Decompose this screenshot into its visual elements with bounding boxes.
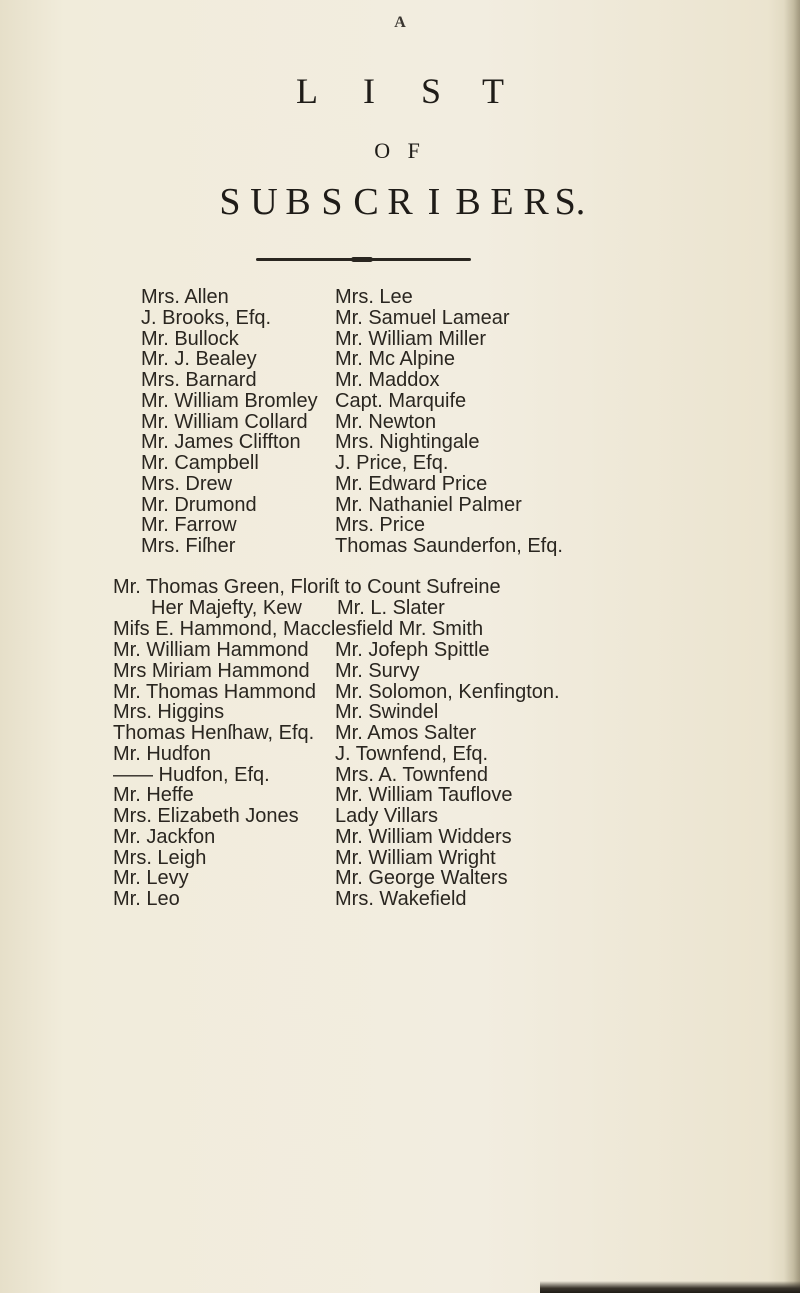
subscriber-name: Mrs. Drew — [141, 472, 233, 495]
subscriber-name: Mr. Thomas Hammond — [113, 680, 317, 703]
subscriber-name: Mrs Miriam Hammond — [113, 659, 310, 682]
subscriber-name: Mr. Swindel — [335, 701, 439, 724]
title-letter: L — [296, 71, 318, 111]
subscriber-name: Mr. Farrow — [141, 514, 237, 537]
subscriber-name: Mr. Mc Alpine — [335, 348, 456, 371]
title-letter: U — [250, 181, 278, 223]
subscriber-name: Mr. Amos Salter — [335, 722, 477, 744]
subscriber-name: Mr. William Bromley — [141, 389, 318, 412]
subscriber-name: Mr. Samuel Lamear — [335, 306, 510, 329]
subscriber-name: Mr. Campbell — [141, 452, 259, 474]
subscriber-list-left-bottom — [113, 640, 316, 910]
subscriber-name: Thomas Henſhaw, Efq. — [113, 722, 315, 744]
title-letter: I — [427, 181, 441, 223]
subscriber-name: Mr. William Collard — [141, 410, 308, 433]
subscriber-name: Mr. Leo — [113, 888, 180, 910]
subscriber-name: Mr. Jofeph Spittle — [335, 639, 490, 661]
title-letter: E — [490, 181, 514, 223]
subscriber-name: Her Majefty, Kew — [151, 597, 302, 619]
subscriber-list-right-bottom — [335, 640, 560, 910]
title-letter: S — [321, 181, 343, 223]
subscriber-name: Mr. Heffe — [113, 784, 194, 807]
title-letter: B — [455, 181, 481, 223]
subscriber-name: Mr. William Wright — [335, 846, 496, 869]
subscriber-name: Lady Villars — [335, 805, 439, 827]
subscriber-name: Mr. Hudfon — [113, 742, 211, 765]
subscriber-name: Mr. Jackfon — [113, 825, 216, 848]
subscriber-name: J. Price, Efq. — [335, 452, 449, 474]
subscriber-name: Mr. Newton — [335, 410, 437, 433]
subscriber-name: Mr. Maddox — [335, 369, 440, 391]
subscriber-name: Mr. L. Slater — [337, 597, 445, 619]
title-letter: S. — [554, 181, 586, 223]
title-of: O F — [374, 138, 426, 163]
subscriber-name: J. Brooks, Efq. — [141, 306, 272, 329]
subscriber-name: Mrs. Leigh — [113, 846, 207, 869]
title-letter: S — [219, 181, 241, 223]
signature-letter: A — [394, 14, 406, 31]
subscriber-name: Mr. Levy — [113, 867, 189, 890]
title-letter: B — [285, 181, 311, 223]
subscriber-list-right-top — [335, 287, 563, 557]
subscriber-list-left-top — [141, 287, 318, 557]
subscriber-name: Mrs. A. Townfend — [335, 763, 489, 786]
subscriber-name: Mr. William Hammond — [113, 639, 309, 661]
subscriber-name: —— Hudfon, Efq. — [113, 763, 270, 786]
subscriber-name: Mr. William Tauflove — [335, 784, 513, 807]
subscriber-name: Mr. Nathaniel Palmer — [335, 493, 522, 516]
title-letter: R — [523, 181, 549, 223]
subscriber-name: Mr. William Widders — [335, 825, 512, 848]
subscriber-name: Thomas Saunderfon, Efq. — [335, 535, 563, 557]
title-letter: C — [353, 181, 379, 223]
subscriber-name: Mr. George Walters — [335, 867, 508, 890]
subscriber-full-line: Mr. Thomas Green, Floriſt to Count Sufreine — [113, 576, 501, 598]
subscriber-full-line — [151, 597, 445, 619]
title-letter: T — [482, 71, 504, 111]
title-subscribers — [0, 180, 800, 224]
subscriber-name: Mrs. Allen — [141, 286, 229, 308]
subscriber-name: Mr. William Miller — [335, 327, 487, 350]
subscriber-name: Mr. Survy — [335, 659, 420, 682]
title-letter: I — [363, 71, 375, 111]
subscriber-full-line: Mifs E. Hammond, Macclesfield Mr. Smith — [113, 618, 484, 640]
subscriber-name: Capt. Marquife — [335, 389, 467, 412]
page-bottom-edge — [540, 1281, 800, 1293]
title-list — [0, 70, 800, 112]
subscriber-name: Mr. Edward Price — [335, 472, 488, 495]
subscriber-name: Mrs. Nightingale — [335, 431, 480, 454]
subscriber-name: Mrs. Elizabeth Jones — [113, 805, 299, 827]
title-letter: S — [420, 71, 442, 111]
subscriber-name: J. Townfend, Efq. — [335, 742, 489, 765]
subscriber-name: Mr. Solomon, Kenfington. — [335, 680, 560, 703]
subscriber-name: Mrs. Price — [335, 514, 425, 537]
subscriber-name: Mrs. Lee — [335, 286, 413, 308]
subscriber-name: Mr. Bullock — [141, 327, 239, 350]
subscriber-name: Mrs. Barnard — [141, 369, 257, 391]
subscriber-name: Mr. Drumond — [141, 493, 257, 516]
subscriber-name: Mr. James Cliffton — [141, 431, 301, 454]
title-letter: R — [387, 181, 413, 223]
subscriber-name: Mrs. Fiſher — [141, 535, 236, 557]
subscriber-name: Mrs. Wakefield — [335, 888, 467, 910]
subscriber-name: Mr. J. Bealey — [141, 348, 257, 371]
ornamental-rule — [256, 258, 471, 261]
subscriber-name: Mrs. Higgins — [113, 701, 225, 724]
